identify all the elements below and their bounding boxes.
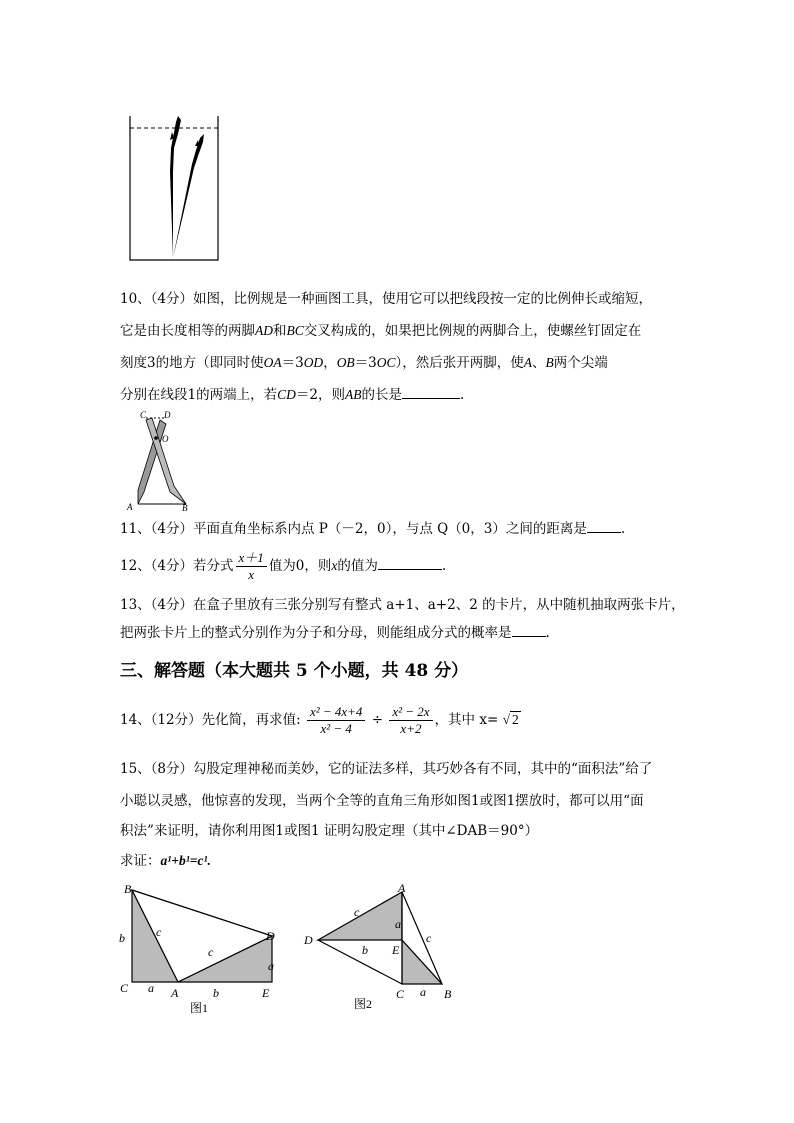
fig2-label-a-side-1: a [395, 917, 401, 931]
fig2-label-a-point: A [398, 881, 406, 895]
q10-fig-label-o: O [162, 434, 169, 444]
q13-line1: 13、（4分）在盒子里放有三张分别写有整式 a+1、a+2、2 的卡片，从中随机抽取两张卡片， [120, 597, 685, 613]
q10-fig-label-a: A [127, 502, 133, 512]
fig2-caption: 图2 [354, 997, 373, 1011]
q10-line2: 它是由长度相等的两脚AD和BC交叉构成的，如果把比例规的两脚合上，使螺丝钉固定在 [120, 323, 642, 339]
fig2-label-e-point: E [392, 943, 400, 957]
q12: 12、（4分）若分式 $\frac{x+1}{x}$ 值为0，则x的值为 . [120, 550, 447, 582]
fig1-label-e-point: E [262, 986, 270, 1000]
q10-fig-label-c: C [140, 410, 147, 420]
q10-line1: 10、（4分）如图，比例规是一种画图工具，使用它可以把线段按一定的比例伸长或缩短， [120, 291, 653, 307]
q15-line2: 小聪以灵感，他惊喜的发现，当两个全等的直角三角形如图1或图1摆放时，都可以用“面 [120, 793, 644, 809]
q14-fraction-2: $\frac{\text{x² − 2x}}{x+2}$ [389, 704, 432, 737]
fig1-label-b-side-2: b [213, 986, 219, 1000]
figure-q15-fig2 [302, 880, 462, 1016]
fig1-label-c-side-2: c [208, 945, 214, 959]
fig2-label-c-side-1: c [354, 905, 360, 919]
fig1-caption: 图1 [190, 1001, 209, 1015]
fig1-label-a-side: a [148, 981, 154, 995]
q10-line4: 分别在线段1的两端上，若CD＝2，则AB的长是 . [120, 387, 465, 403]
answer-blank-q10 [402, 386, 460, 399]
q15-prove: 求证：a¹+b¹=c¹. [120, 853, 211, 869]
q10-fig-label-b: B [182, 503, 188, 512]
fig2-label-d-point: D [304, 933, 313, 947]
q15-line1: 15、（8分）勾股定理神秘而美妙，它的证法多样，其巧妙各有不同，其中的“面积法”给了 [120, 761, 653, 777]
q13-line2: 把两张卡片上的整式分别作为分子和分母，则能组成分式的概率是 . [120, 625, 550, 641]
fig1-label-d-point: D [266, 929, 275, 943]
fig1-label-c-point: C [120, 981, 129, 995]
q10-line3: 刻度3的地方（即同时使OA＝3OD，OB＝3OC），然后张开两脚，使A、B两个尖端 [120, 355, 608, 371]
fig1-label-b-point: B [124, 882, 132, 896]
q10-fig-label-d: D [164, 410, 171, 420]
fig1-label-c-side-1: c [156, 925, 162, 939]
q14: 14、（12分）先化简，再求值: $\frac{\text{x² − 4x+4}}{\text{x² − 4}}$ ÷ $\frac{\text{x² − 2x}}{x+2}$ ，其中 x= √ 2 [120, 698, 521, 742]
section-heading-3: 三、解答题（本大题共 5 个小题，共 48 分） [120, 661, 469, 681]
fig2-label-c-side-2: c [426, 931, 432, 945]
answer-blank-q13 [512, 624, 546, 637]
q15-line3: 积法”来证明，请你利用图1或图1 证明勾股定理（其中∠DAB＝90°） [120, 823, 539, 839]
fig1-label-a-point: A [171, 986, 179, 1000]
figure-q15-fig1 [112, 880, 292, 1016]
fig1-label-b-side: b [119, 931, 125, 945]
figure-q9-glass [126, 112, 222, 262]
fig1-label-a-side-2: a [268, 959, 274, 973]
answer-blank-q12 [378, 557, 442, 570]
q12-fraction: $\frac{x+1}{x}$ [236, 550, 267, 583]
figure-q10-compass [124, 408, 194, 512]
fig2-label-b-point: B [444, 987, 452, 1001]
answer-blank-q11 [587, 520, 621, 533]
q14-sqrt: √ 2 [502, 712, 519, 727]
fig2-label-a-side-2: a [420, 985, 426, 999]
fig2-label-b-side: b [362, 943, 368, 957]
q14-fraction-1: $\frac{\text{x² − 4x+4}}{\text{x² − 4}}$ [307, 704, 365, 737]
q11: 11、（4分）平面直角坐标系内点 P（－2，0），与点 Q（0，3）之间的距离是 . [120, 521, 626, 537]
fig2-label-c-point: C [396, 987, 405, 1001]
